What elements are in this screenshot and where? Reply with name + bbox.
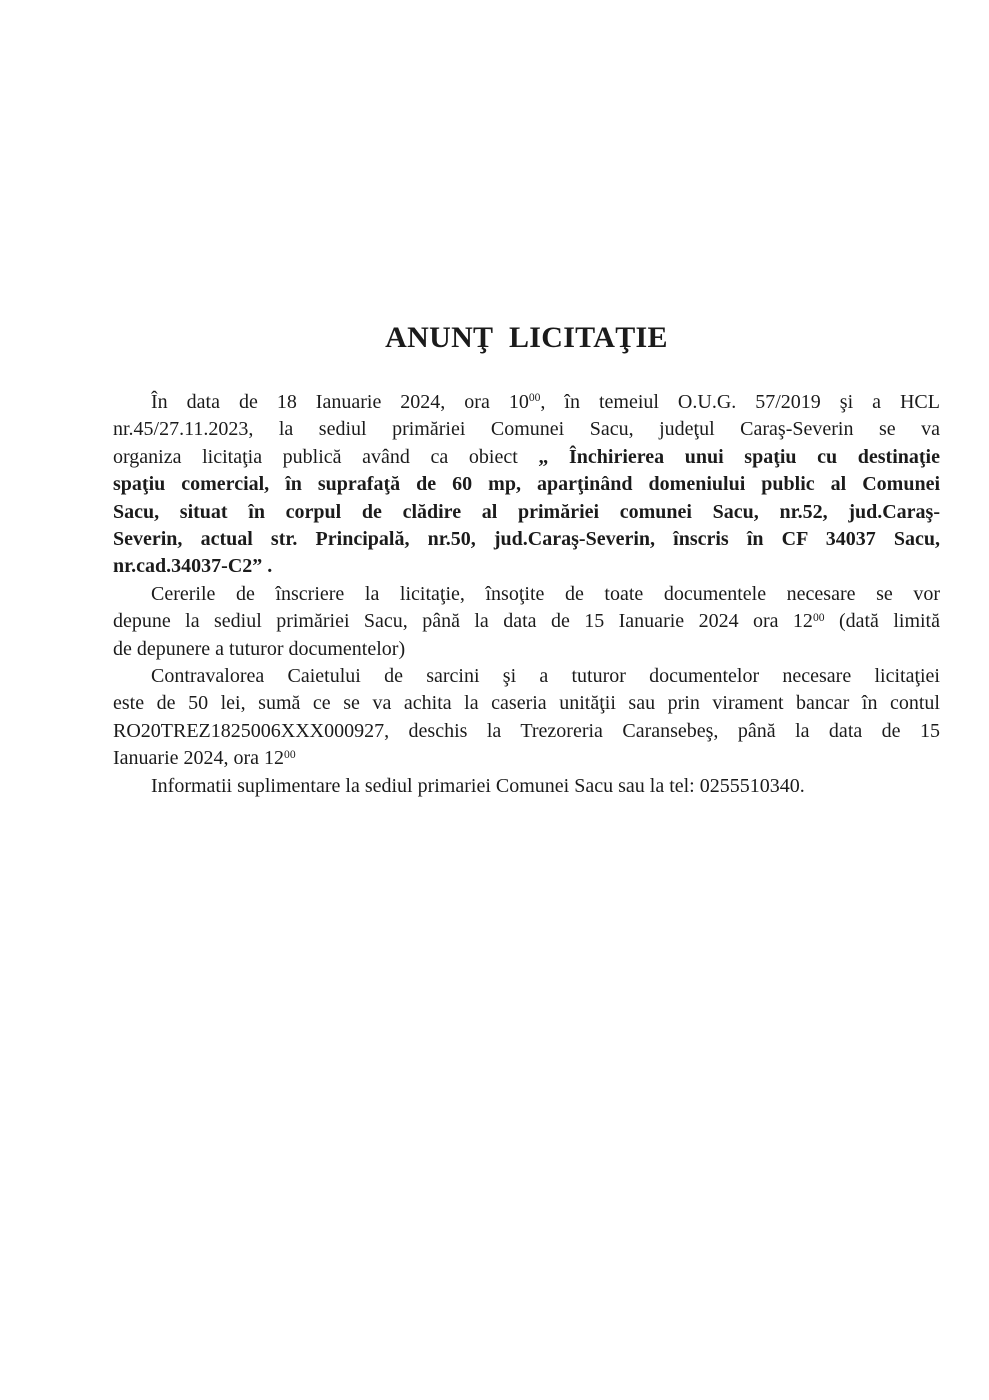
opening-paragraph — [113, 389, 940, 581]
contact-paragraph — [113, 773, 940, 800]
text-run: Contravalorea Caietului de sarcini şi a tuturor documentelor necesare licitaţiei — [151, 665, 940, 688]
text-line — [113, 499, 940, 526]
text-run: de depunere a tuturor documentelor) — [113, 637, 406, 660]
registration-paragraph — [113, 581, 940, 663]
superscript-minutes: 00 — [528, 391, 541, 405]
text-line — [113, 444, 940, 471]
text-run: (dată limită — [824, 610, 940, 633]
text-run: Ianuarie 2024, ora 12 — [113, 747, 285, 770]
text-run: depune la sediul primăriei Sacu, până la data de 15 Ianuarie 2024 ora 12 — [113, 610, 813, 633]
bold-text-run: Sacu, situat în corpul de clădire al primăriei comunei Sacu, nr.52, jud.Caraş- — [113, 500, 940, 523]
text-run: , în temeiul O.U.G. 57/2019 şi a HCL — [540, 391, 940, 413]
text-line — [113, 636, 940, 663]
bold-text-run: spaţiu comercial, în suprafaţă de 60 mp, aparţinând domeniului public al Comunei — [113, 473, 940, 496]
text-line — [113, 773, 940, 800]
superscript-minutes: 00 — [812, 610, 825, 624]
text-line — [113, 471, 940, 498]
bold-text-run: „ Închirierea unui spaţiu cu destinaţie — [538, 445, 940, 468]
text-run: RO20TREZ1825006XXX000927, deschis la Trezoreria Caransebeş, până la data de 15 — [113, 719, 940, 742]
text-line — [113, 553, 940, 580]
bold-text-run: nr.cad.34037-C2” . — [113, 555, 273, 578]
text-line — [113, 526, 940, 553]
text-line — [113, 718, 940, 745]
text-run: este de 50 lei, sumă ce se va achita la caseria unităţii sau prin virament bancar în contul — [113, 692, 940, 715]
document-title: ANUNŢ LICITAŢIE — [385, 321, 668, 354]
text-line — [113, 389, 940, 416]
text-line — [113, 745, 940, 772]
text-run: În data de 18 Ianuarie 2024, ora 10 — [151, 391, 529, 413]
text-line — [113, 581, 940, 608]
document-body — [113, 389, 940, 800]
superscript-minutes: 00 — [284, 747, 296, 761]
text-run: Informatii suplimentare la sediul primariei Comunei Sacu sau la tel: 0255510340. — [151, 774, 805, 797]
fee-paragraph — [113, 663, 940, 773]
text-line — [113, 663, 940, 690]
text-run: organiza licitaţia publică având ca obiect — [113, 445, 539, 468]
text-run: nr.45/27.11.2023, la sediul primăriei Comunei Sacu, judeţul Caraş-Severin se va — [113, 418, 940, 441]
text-line — [113, 416, 940, 443]
text-line — [113, 690, 940, 717]
text-run: Cererile de înscriere la licitaţie, însoţite de toate documentele necesare se vor — [151, 582, 940, 605]
bold-text-run: Severin, actual str. Principală, nr.50, jud.Caraş-Severin, înscris în CF 34037 Sacu, — [113, 528, 940, 551]
text-line — [113, 608, 940, 635]
